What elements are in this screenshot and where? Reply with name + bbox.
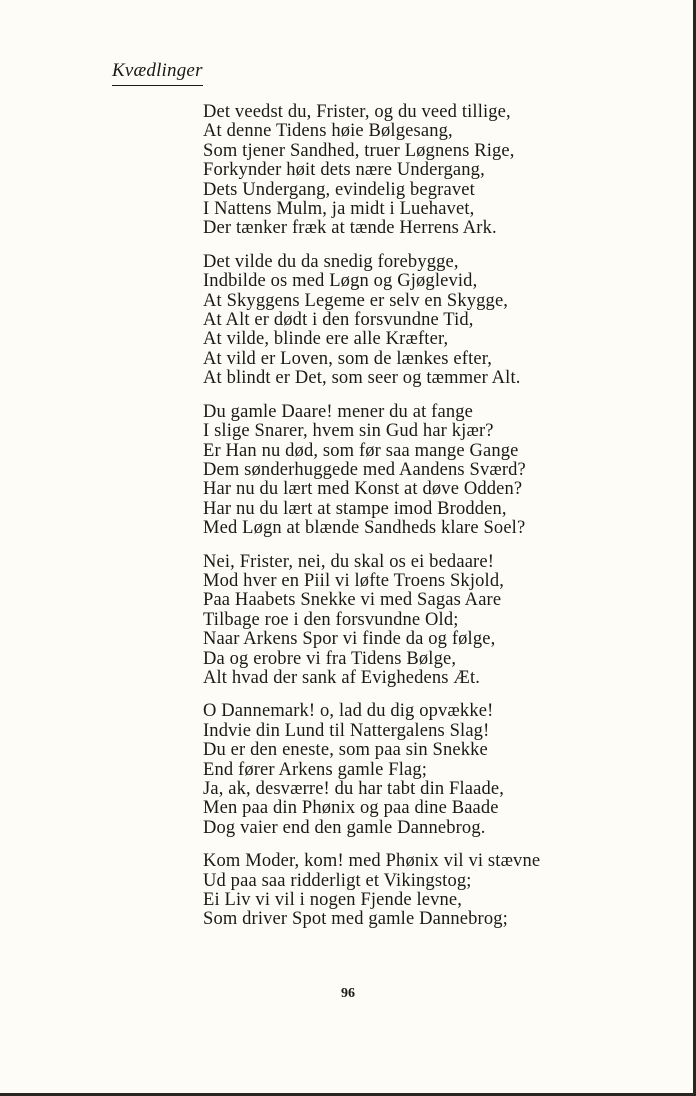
poem-body (203, 103, 643, 944)
stanza-3 (203, 403, 643, 539)
page-number: 96 (341, 986, 355, 1001)
stanza-1 (203, 103, 643, 239)
poem-line: End fører Arkens gamle Flag; (203, 759, 428, 780)
poem-line: Alt hvad der sank af Evighedens Æt. (203, 667, 481, 688)
poem-line: Det vilde du da snedig forebygge, (203, 251, 459, 272)
poem-line: Med Løgn at blænde Sandheds klare Soel? (203, 518, 526, 539)
poem-line: Nei, Frister, nei, du skal os ei bedaare! (203, 551, 495, 572)
poem-line: I slige Snarer, hvem sin Gud har kjær? (203, 421, 494, 442)
poem-line: At blindt er Det, som seer og tæmmer Alt. (203, 368, 521, 389)
poem-line: Der tænker fræk at tænde Herrens Ark. (203, 218, 497, 239)
poem-line: Dog vaier end den gamle Dannebrog. (203, 817, 486, 838)
poem-line: Du er den eneste, som paa sin Snekke (203, 740, 488, 761)
poem-line: At denne Tidens høie Bølgesang, (203, 121, 453, 142)
poem-line: Du gamle Daare! mener du at fange (203, 401, 473, 422)
poem-line: I Nattens Mulm, ja midt i Luehavet, (203, 199, 475, 220)
poem-line: Naar Arkens Spor vi finde da og følge, (203, 629, 496, 650)
poem-line: O Dannemark! o, lad du dig opvække! (203, 701, 494, 722)
poem-line: Ei Liv vi vil i nogen Fjende levne, (203, 890, 463, 911)
poem-line: Er Han nu død, som før saa mange Gange (203, 440, 519, 461)
poem-line: At vilde, blinde ere alle Kræfter, (203, 329, 449, 350)
running-title: Kvædlinger (112, 60, 203, 86)
poem-line: Som driver Spot med gamle Dannebrog; (203, 909, 508, 930)
poem-line: Forkynder høit dets nære Undergang, (203, 160, 485, 181)
poem-line: At vild er Loven, som de lænkes efter, (203, 348, 493, 369)
poem-line: Har nu du lært at stampe imod Brodden, (203, 498, 507, 519)
poem-line: Indvie din Lund til Nattergalens Slag! (203, 720, 490, 741)
poem-line: Det veedst du, Frister, og du veed tillige, (203, 102, 511, 122)
poem-line: Men paa din Phønix og paa dine Baade (203, 798, 499, 819)
poem-line: Tilbage roe i den forsvundne Old; (203, 609, 459, 630)
poem-line: Dets Undergang, evindelig begravet (203, 179, 475, 200)
poem-line: Har nu du lært med Konst at døve Odden? (203, 479, 523, 500)
poem-line: At Alt er dødt i den forsvundne Tid, (203, 310, 474, 331)
poem-line: Mod hver en Piil vi løfte Troens Skjold, (203, 570, 504, 591)
poem-line: Paa Haabets Snekke vi med Sagas Aare (203, 590, 502, 611)
poem-line: Ja, ak, desværre! du har tabt din Flaade, (203, 779, 505, 799)
poem-line: At Skyggens Legeme er selv en Skygge, (203, 290, 509, 311)
stanza-2 (203, 253, 643, 389)
stanza-4 (203, 553, 643, 689)
poem-line: Indbilde os med Løgn og Gjøglevid, (203, 271, 478, 292)
poem-line: Kom Moder, kom! med Phønix vil vi stævne (203, 851, 541, 872)
poem-line: Dem sønderhuggede med Aandens Sværd? (203, 459, 526, 480)
poem-line: Ud paa saa ridderligt et Vikingstog; (203, 870, 472, 891)
stanza-5 (203, 702, 643, 838)
poem-line: Da og erobre vi fra Tidens Bølge, (203, 648, 457, 669)
stanza-6 (203, 852, 643, 930)
poem-line: Som tjener Sandhed, truer Løgnens Rige, (203, 140, 515, 161)
